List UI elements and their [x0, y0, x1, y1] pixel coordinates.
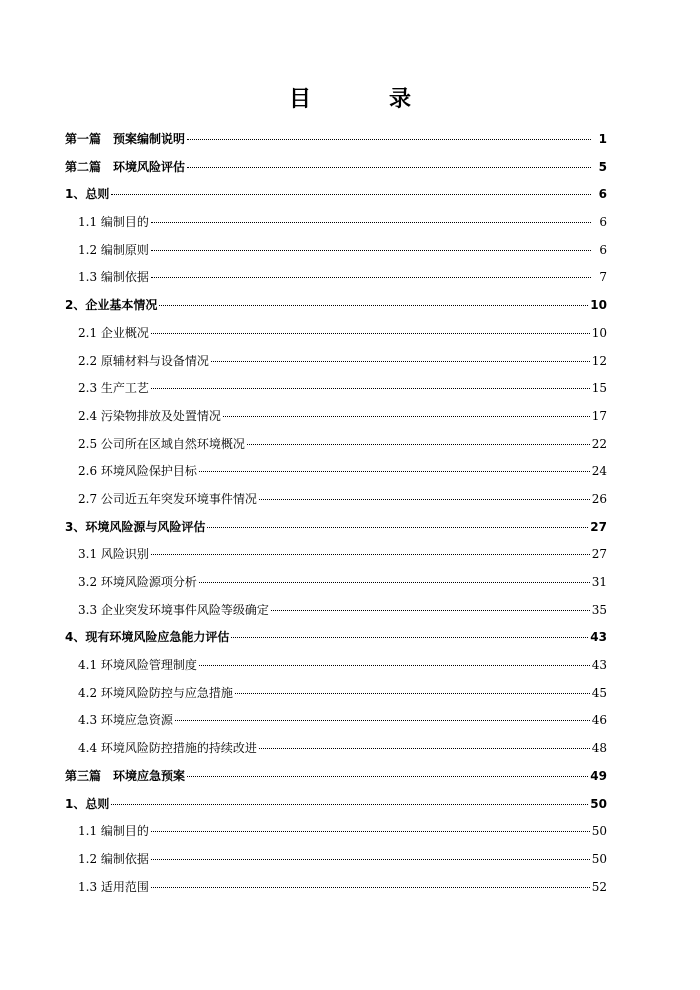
toc-entry-page-number: 6 [598, 187, 607, 202]
toc-entry[interactable] [65, 212, 607, 240]
toc-entry[interactable] [65, 877, 607, 905]
toc-entry[interactable] [65, 378, 607, 406]
toc-dot-leader [151, 333, 590, 334]
toc-entry-page-number: 50 [590, 796, 607, 811]
toc-entry-label: 1.2 编制原则 [78, 242, 149, 257]
toc-entry-label: 第一篇 预案编制说明 [65, 132, 186, 146]
toc-entry-page-number: 10 [590, 298, 607, 313]
toc-dot-leader [259, 499, 590, 500]
toc-entry-label: 3.2 环境风险源项分析 [78, 575, 197, 589]
toc-entry-label: 4.1 环境风险管理制度 [78, 658, 197, 673]
toc-title: 目 录 [288, 87, 439, 112]
toc-entry-page-number: 7 [599, 270, 607, 285]
toc-entry-label: 2、企业基本情况 [65, 298, 158, 313]
toc-dot-leader [199, 582, 590, 583]
toc-entry[interactable] [65, 600, 607, 628]
toc-entry[interactable] [65, 267, 607, 295]
toc-entry-page-number: 10 [591, 325, 607, 340]
toc-entry-page-number: 31 [591, 575, 607, 589]
toc-dot-leader [207, 527, 588, 528]
toc-entry-page-number: 12 [591, 353, 607, 368]
toc-entry-page-number: 27 [590, 519, 607, 534]
toc-entry-page-number: 26 [591, 491, 607, 506]
toc-entry[interactable] [65, 461, 607, 489]
toc-dot-leader [235, 693, 590, 694]
toc-entry[interactable] [65, 849, 607, 877]
toc-dot-leader [151, 388, 590, 389]
toc-entry-page-number: 46 [591, 713, 607, 728]
toc-dot-leader [111, 804, 588, 805]
toc-entry[interactable] [65, 821, 607, 849]
toc-entry[interactable] [65, 323, 607, 351]
toc-entry[interactable] [65, 406, 607, 434]
toc-dot-leader [151, 831, 590, 832]
toc-entry[interactable] [65, 738, 607, 766]
toc-entry-label: 第二篇 环境风险评估 [65, 159, 186, 174]
toc-entry[interactable] [65, 517, 607, 545]
toc-entry-label: 2.4 污染物排放及处置情况 [78, 408, 221, 423]
toc-dot-leader [259, 748, 590, 749]
toc-entry-page-number: 50 [591, 851, 607, 866]
toc-entry[interactable] [65, 351, 607, 379]
toc-entry[interactable] [65, 710, 607, 738]
toc-entry-page-number: 17 [591, 408, 607, 423]
toc-entry[interactable] [65, 295, 607, 323]
toc-entry[interactable] [65, 434, 607, 462]
toc-dot-leader [111, 194, 591, 195]
toc-entry-page-number: 6 [599, 215, 607, 230]
toc-entry[interactable] [65, 572, 607, 600]
toc-entry[interactable] [65, 129, 607, 157]
toc-entry-label: 2.3 生产工艺 [78, 381, 149, 396]
toc-dot-leader [199, 471, 590, 472]
toc-dot-leader [187, 167, 591, 168]
toc-entry-label: 3.1 风险识别 [78, 547, 149, 562]
toc-entry-label: 1、总则 [65, 796, 110, 811]
toc-entry-label: 1、总则 [65, 187, 110, 202]
toc-entry-page-number: 52 [591, 879, 607, 894]
toc-dot-leader [151, 554, 590, 555]
toc-dot-leader [151, 859, 590, 860]
toc-entry-page-number: 27 [591, 547, 607, 562]
toc-dot-leader [187, 139, 591, 140]
toc-entry-page-number: 43 [590, 630, 607, 645]
toc-dot-leader [271, 610, 590, 611]
toc-dot-leader [151, 277, 591, 278]
toc-dot-leader [223, 416, 590, 417]
toc-entry-page-number: 15 [591, 381, 607, 396]
toc-dot-leader [175, 720, 590, 721]
toc-list [65, 129, 607, 904]
toc-entry[interactable] [65, 794, 607, 822]
toc-entry[interactable] [65, 240, 607, 268]
toc-entry-page-number: 49 [590, 768, 607, 783]
toc-dot-leader [151, 887, 590, 888]
toc-entry-label: 2.1 企业概况 [78, 325, 149, 340]
toc-entry-label: 3、环境风险源与风险评估 [65, 519, 206, 534]
toc-entry-label: 1.3 适用范围 [78, 879, 149, 894]
toc-entry-page-number: 1 [598, 132, 607, 146]
toc-entry[interactable] [65, 655, 607, 683]
toc-dot-leader [151, 250, 591, 251]
toc-entry-label: 3.3 企业突发环境事件风险等级确定 [78, 602, 269, 617]
toc-dot-leader [199, 665, 590, 666]
toc-entry-page-number: 48 [591, 741, 607, 756]
toc-dot-leader [231, 637, 588, 638]
toc-entry[interactable] [65, 683, 607, 711]
toc-entry-label: 第三篇 环境应急预案 [65, 768, 186, 783]
toc-entry-page-number: 43 [591, 658, 607, 673]
toc-dot-leader [159, 305, 588, 306]
toc-dot-leader [151, 222, 591, 223]
toc-entry[interactable] [65, 157, 607, 185]
toc-entry-label: 1.1 编制目的 [78, 215, 149, 230]
toc-entry[interactable] [65, 627, 607, 655]
toc-entry-label: 1.3 编制依据 [78, 270, 149, 285]
toc-entry-label: 2.2 原辅材料与设备情况 [78, 353, 209, 368]
toc-entry-label: 1.1 编制目的 [78, 824, 149, 839]
toc-entry[interactable] [65, 766, 607, 794]
toc-entry-page-number: 5 [598, 159, 607, 174]
toc-dot-leader [247, 444, 590, 445]
toc-entry-page-number: 35 [591, 602, 607, 617]
toc-entry-label: 4、现有环境风险应急能力评估 [65, 630, 230, 645]
toc-entry-label: 4.4 环境风险防控措施的持续改进 [78, 741, 257, 756]
toc-entry-page-number: 6 [599, 242, 607, 257]
toc-dot-leader [211, 361, 590, 362]
toc-entry-label: 4.3 环境应急资源 [78, 713, 173, 728]
toc-entry[interactable] [65, 489, 607, 517]
toc-dot-leader [187, 776, 588, 777]
toc-entry-label: 4.2 环境风险防控与应急措施 [78, 685, 233, 700]
toc-entry-label: 1.2 编制依据 [78, 851, 149, 866]
toc-entry-label: 2.6 环境风险保护目标 [78, 464, 197, 479]
toc-entry-page-number: 22 [591, 436, 607, 451]
toc-entry[interactable] [65, 544, 607, 572]
toc-entry-page-number: 50 [591, 824, 607, 839]
toc-entry[interactable] [65, 184, 607, 212]
toc-entry-label: 2.7 公司近五年突发环境事件情况 [78, 491, 257, 506]
toc-entry-page-number: 45 [591, 685, 607, 700]
toc-entry-label: 2.5 公司所在区域自然环境概况 [78, 436, 245, 451]
toc-entry-page-number: 24 [591, 464, 607, 479]
